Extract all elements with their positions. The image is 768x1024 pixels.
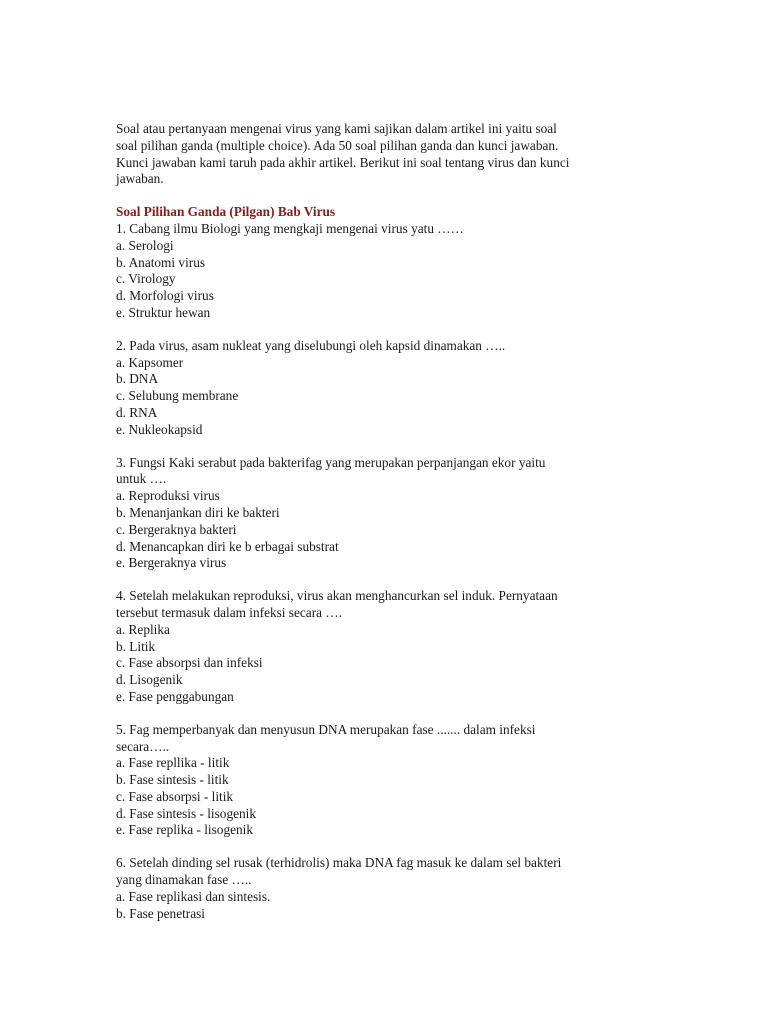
intro-line: soal pilihan ganda (multiple choice). Ada 50 soal pilihan ganda dan kunci jawaban. [116, 137, 559, 153]
answer-option: e. Fase penggabungan [116, 688, 234, 704]
question-line: yang dinamakan fase ….. [116, 872, 252, 888]
intro-line: jawaban. [116, 171, 164, 187]
intro-paragraph [116, 121, 656, 188]
answer-option: d. RNA [116, 404, 158, 420]
question-line: 1. Cabang ilmu Biologi yang mengkaji mengenai virus yatu …… [116, 220, 464, 236]
answer-option: b. Fase penetrasi [116, 905, 205, 921]
answer-option: c. Fase absorpsi dan infeksi [116, 655, 263, 671]
answer-option: b. Fase sintesis - litik [116, 772, 229, 788]
question-list [116, 221, 656, 922]
question-text [116, 455, 656, 489]
answer-options [116, 622, 656, 706]
answer-option: a. Reproduksi virus [116, 488, 220, 504]
question-block [116, 455, 656, 573]
question-line: 5. Fag memperbanyak dan menyusun DNA merupakan fase ....... dalam infeksi [116, 721, 536, 737]
question-line: 3. Fungsi Kaki serabut pada bakterifag yang merupakan perpanjangan ekor yaitu [116, 454, 546, 470]
answer-option: d. Lisogenik [116, 672, 183, 688]
question-block [116, 588, 656, 706]
question-text [116, 722, 656, 756]
answer-options [116, 755, 656, 839]
answer-option: a. Replika [116, 621, 170, 637]
answer-option: a. Kapsomer [116, 354, 184, 370]
answer-option: e. Bergeraknya virus [116, 555, 227, 571]
intro-line: Kunci jawaban kami taruh pada akhir artikel. Berikut ini soal tentang virus dan kunci [116, 154, 570, 170]
answer-option: e. Nukleokapsid [116, 421, 203, 437]
question-text [116, 855, 656, 889]
answer-options [116, 488, 656, 572]
answer-option: c. Selubung membrane [116, 388, 239, 404]
question-text [116, 338, 656, 355]
question-text [116, 221, 656, 238]
answer-option: b. DNA [116, 371, 159, 387]
answer-option: d. Morfologi virus [116, 288, 214, 304]
answer-option: c. Fase absorpsi - litik [116, 788, 234, 804]
document-page [116, 121, 656, 938]
answer-options [116, 889, 656, 923]
answer-option: e. Fase replika - lisogenik [116, 822, 253, 838]
answer-option: d. Fase sintesis - lisogenik [116, 805, 256, 821]
answer-option: c. Bergeraknya bakteri [116, 521, 237, 537]
intro-line: Soal atau pertanyaan mengenai virus yang kami sajikan dalam artikel ini yaitu soal [116, 121, 557, 136]
section-title: Soal Pilihan Ganda (Pilgan) Bab Virus [116, 204, 336, 220]
answer-option: b. Litik [116, 638, 156, 654]
question-block [116, 722, 656, 840]
question-line: 2. Pada virus, asam nukleat yang diselubungi oleh kapsid dinamakan ….. [116, 337, 506, 353]
answer-option: b. Menanjankan diri ke bakteri [116, 504, 280, 520]
answer-options [116, 355, 656, 439]
question-line: 4. Setelah melakukan reproduksi, virus akan menghancurkan sel induk. Pernyataan [116, 588, 558, 604]
question-block [116, 338, 656, 439]
question-line: 6. Setelah dinding sel rusak (terhidrolis) maka DNA fag masuk ke dalam sel bakteri [116, 855, 562, 871]
question-text [116, 588, 656, 622]
answer-option: a. Fase repllika - litik [116, 755, 230, 771]
answer-option: d. Menancapkan diri ke b erbagai substrat [116, 538, 339, 554]
answer-option: b. Anatomi virus [116, 254, 206, 270]
question-line: untuk …. [116, 471, 167, 487]
question-line: tersebut termasuk dalam infeksi secara …. [116, 604, 342, 620]
answer-options [116, 238, 656, 322]
question-block [116, 855, 656, 922]
answer-option: c. Virology [116, 271, 176, 287]
answer-option: a. Fase replikasi dan sintesis. [116, 888, 271, 904]
question-block [116, 221, 656, 322]
answer-option: a. Serologi [116, 237, 174, 253]
answer-option: e. Struktur hewan [116, 304, 211, 320]
question-line: secara….. [116, 738, 170, 754]
